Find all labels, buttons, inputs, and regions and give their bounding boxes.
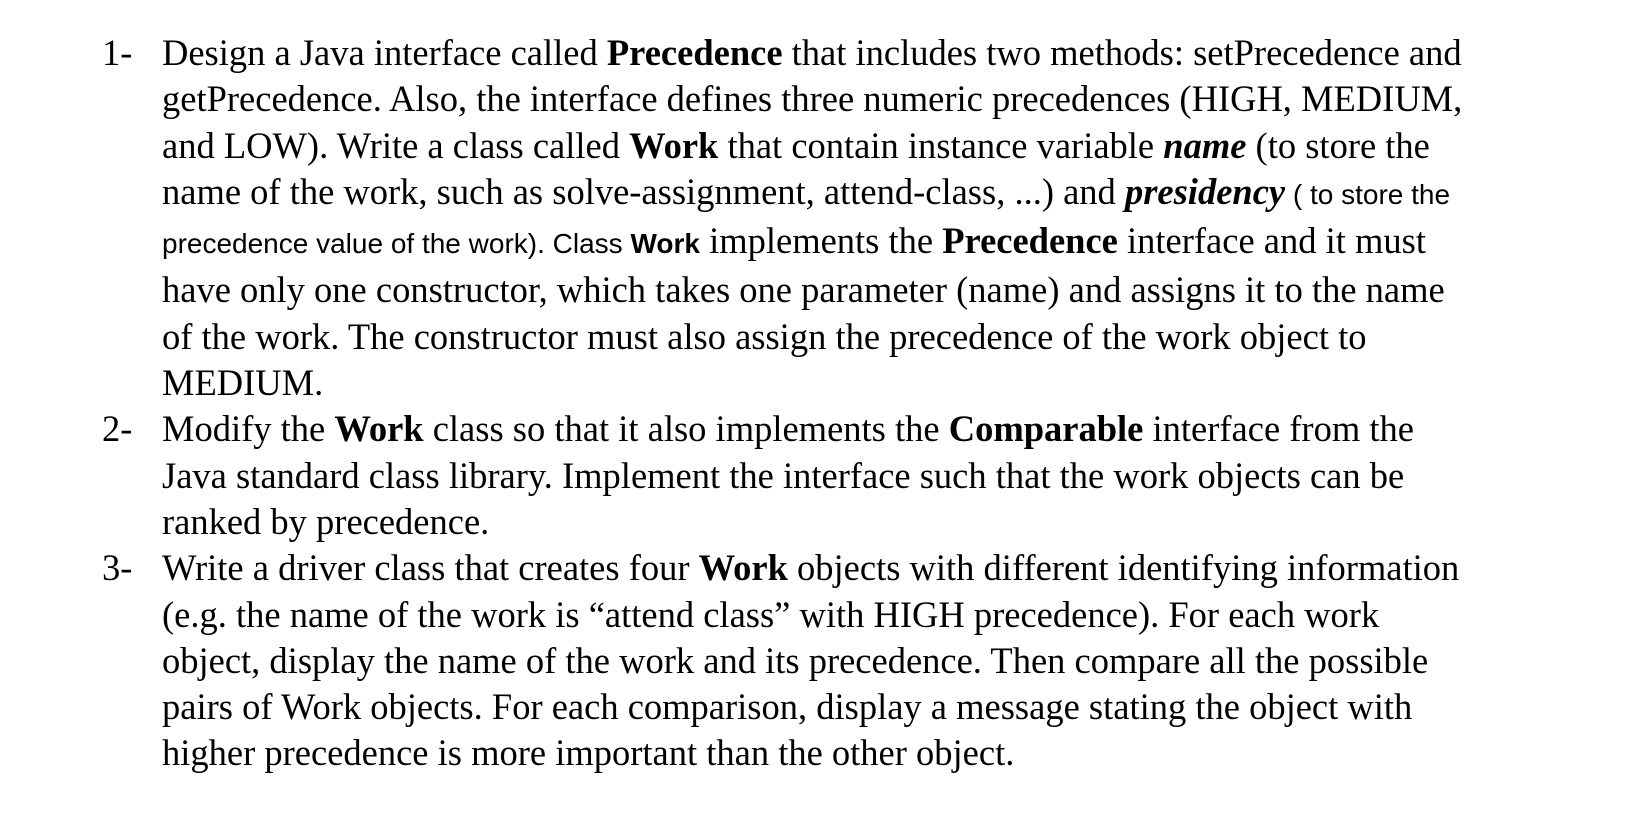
- text-line: getPrecedence. Also, the interface defines three numeric precedences (HIGH, MEDIUM,: [162, 78, 1463, 120]
- text-line: precedence value of the work). Class Work implements the Precedence interface and it must: [162, 220, 1426, 262]
- text-line: ranked by precedence.: [162, 500, 490, 542]
- assignment-document: [102, 30, 1612, 777]
- list-item-2: [102, 406, 1612, 545]
- text-line: and LOW). Write a class called Work that contain instance variable name (to store the: [162, 124, 1430, 166]
- text-line: MEDIUM.: [162, 362, 324, 404]
- text-line: Design a Java interface called Precedence that includes two methods: setPrecedence and: [162, 32, 1462, 73]
- item-number: 1-: [102, 32, 133, 73]
- text-line: Modify the Work class so that it also implements the Comparable interface from the: [162, 408, 1414, 450]
- text-line: name of the work, such as solve-assignment, attend-class, ...) and presidency ( to store the: [162, 170, 1451, 212]
- text-line: object, display the name of the work and its precedence. Then compare all the possible: [162, 639, 1429, 681]
- text-line: (e.g. the name of the work is “attend class” with HIGH precedence). For each work: [162, 593, 1380, 635]
- list-item-1: [102, 30, 1612, 406]
- list-item-3: [102, 545, 1612, 776]
- text-line: have only one constructor, which takes one parameter (name) and assigns it to the name: [162, 269, 1445, 311]
- text-line: pairs of Work objects. For each comparison, display a message stating the object with: [162, 686, 1413, 728]
- item-number: 2-: [102, 408, 133, 450]
- text-line: higher precedence is more important than the other object.: [162, 732, 1015, 774]
- text-line: of the work. The constructor must also assign the precedence of the work object to: [162, 315, 1367, 357]
- text-line: Write a driver class that creates four Work objects with different identifying information: [162, 547, 1460, 589]
- item-number: 3-: [102, 547, 133, 589]
- text-line: Java standard class library. Implement the interface such that the work objects can be: [162, 454, 1405, 496]
